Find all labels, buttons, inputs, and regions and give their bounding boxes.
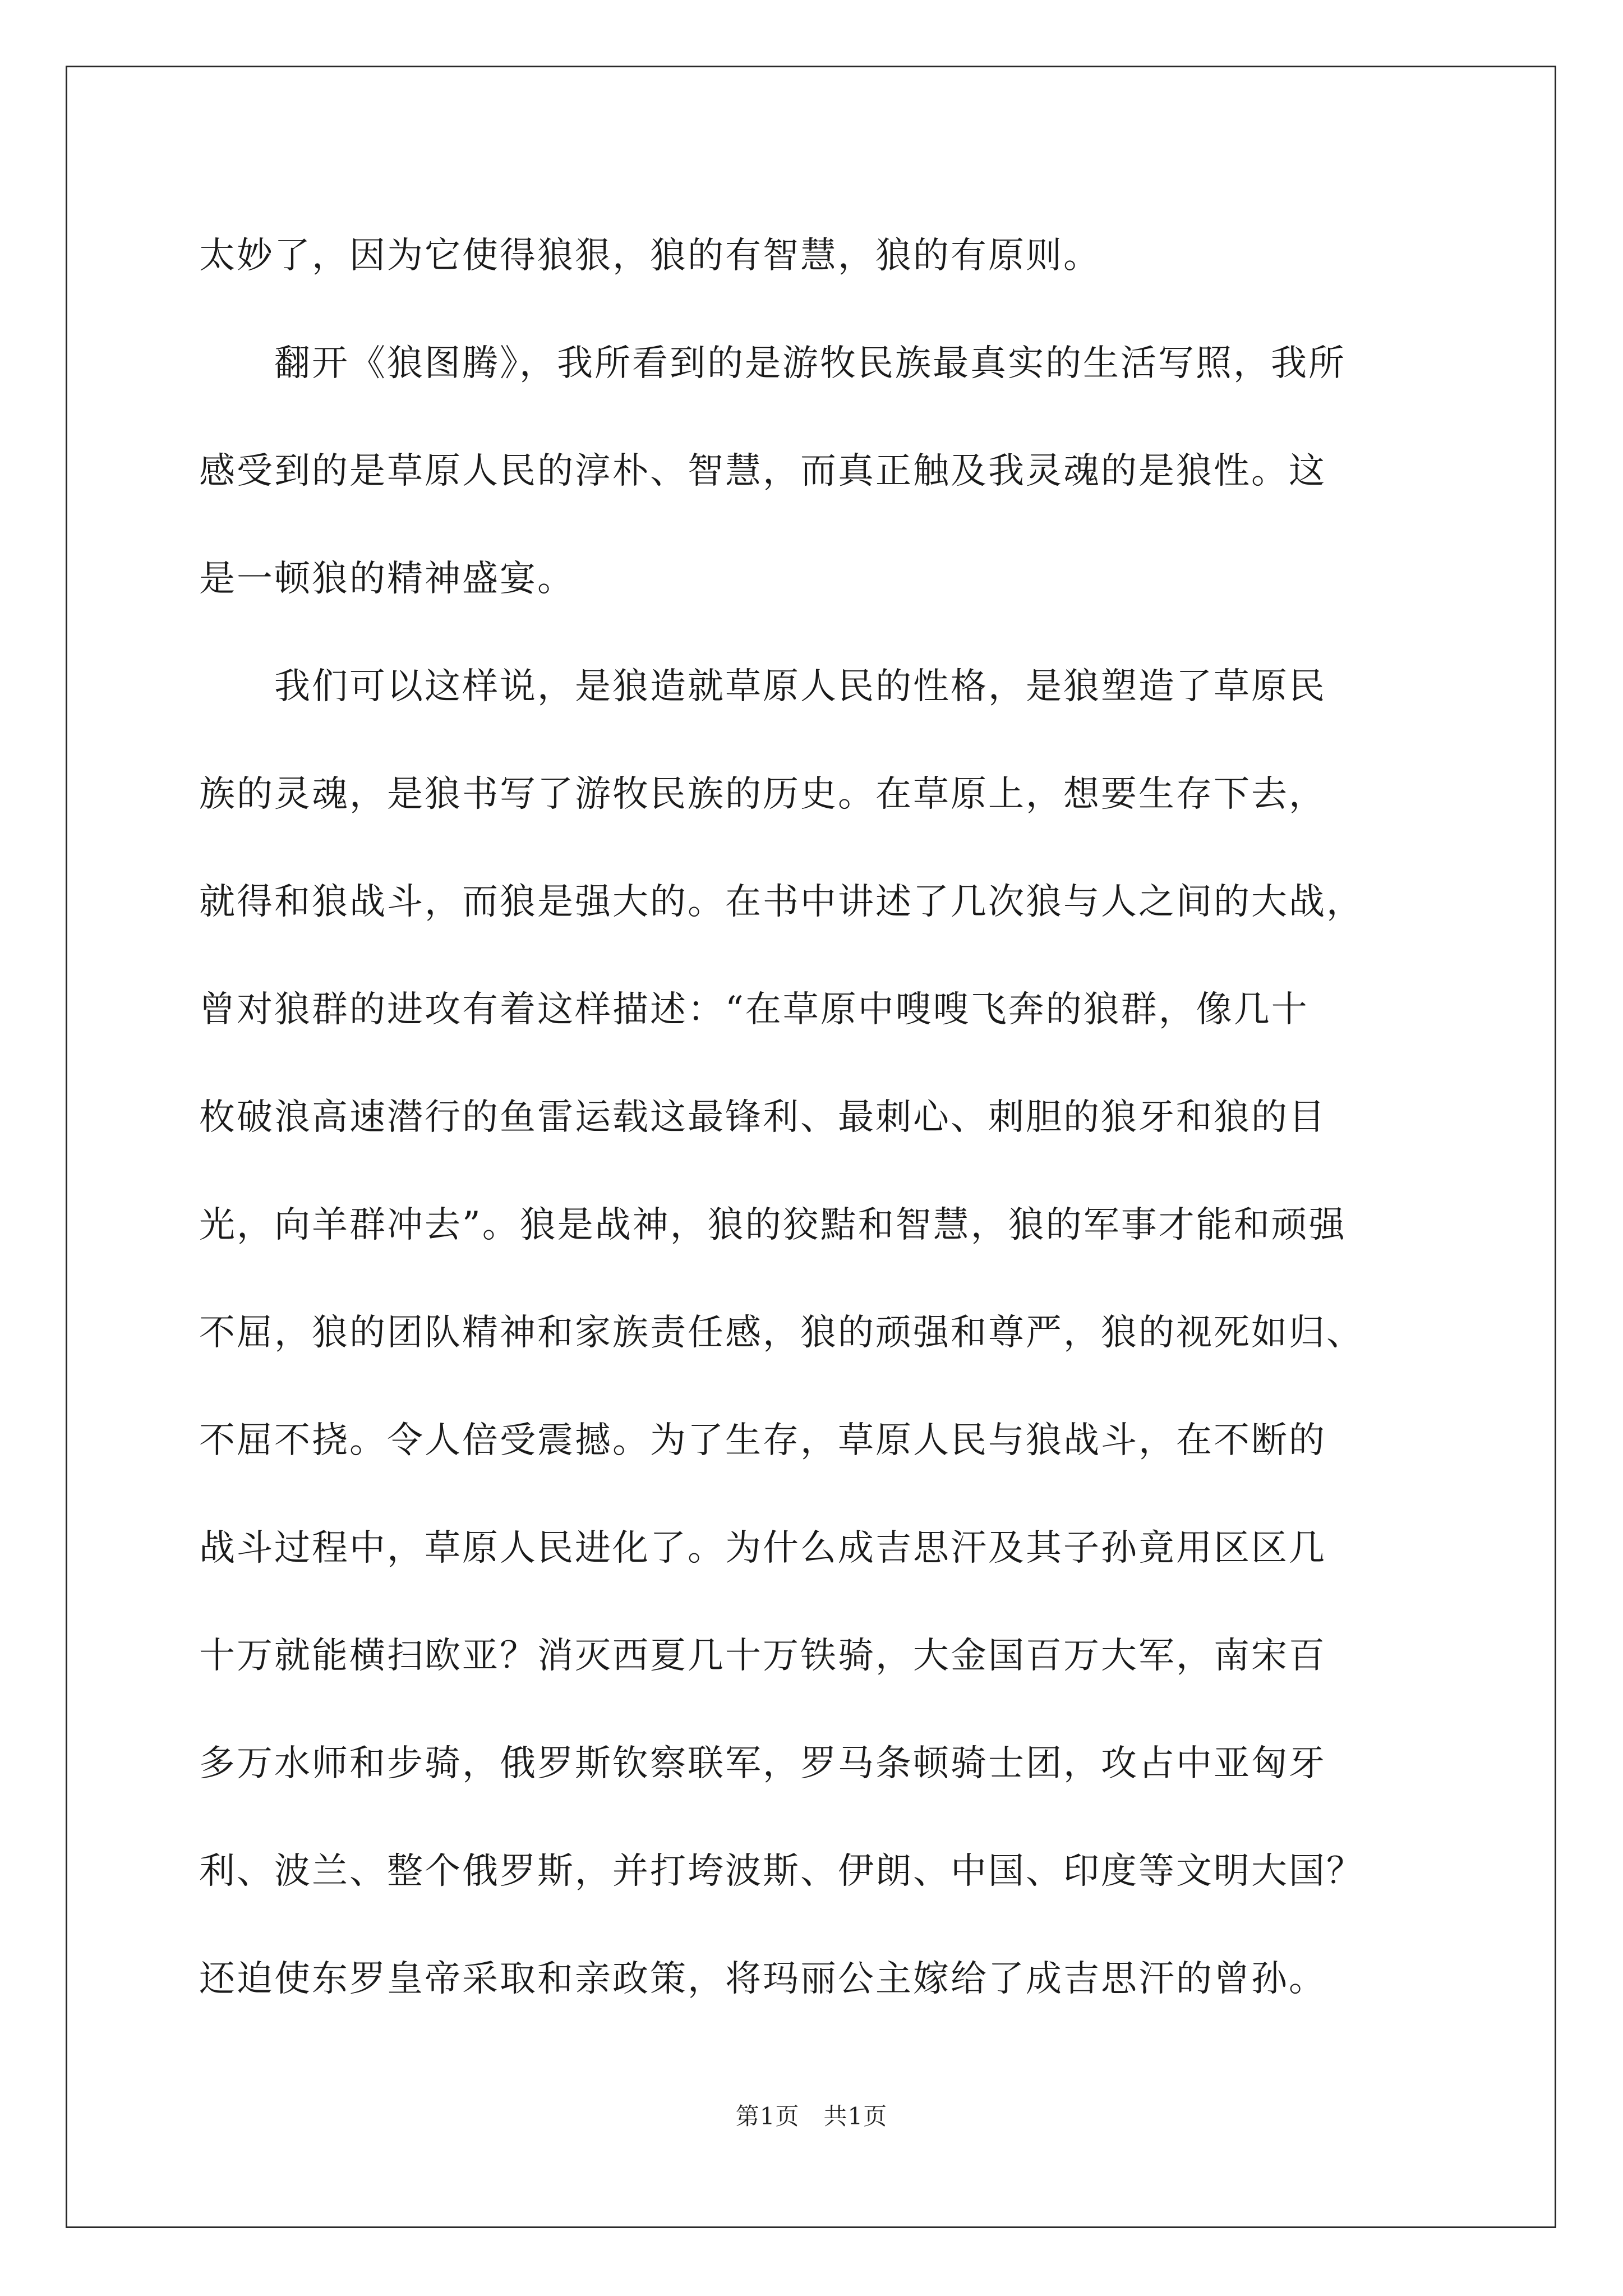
text-line: 族的灵魂，是狼书写了游牧民族的历史。在草原上，想要生存下去， (199, 774, 1326, 815)
document-body (199, 202, 1427, 2033)
text-line: 不屈，狼的团队精神和家族责任感，狼的顽强和尊严，狼的视死如归、 (199, 1312, 1364, 1354)
text-line: 多万水师和步骑，俄罗斯钦察联军，罗马条顿骑士团，攻占中亚匈牙 (199, 1743, 1326, 1784)
text-line: 枚破浪高速潜行的鱼雷运载这最锋利、最刺心、刺胆的狼牙和狼的目 (199, 1097, 1326, 1138)
text-line: 光，向羊群冲去”。狼是战神，狼的狡黠和智慧，狼的军事才能和顽强 (199, 1204, 1347, 1246)
text-line: 我们可以这样说，是狼造就草原人民的性格，是狼塑造了草原民 (199, 666, 1326, 707)
text-line: 不屈不挠。令人倍受震撼。为了生存，草原人民与狼战斗，在不断的 (199, 1420, 1326, 1461)
text-line: 曾对狼群的进攻有着这样描述：“在草原中嗖嗖飞奔的狼群，像几十 (199, 989, 1309, 1030)
text-line: 十万就能横扫欧亚？消灭西夏几十万铁骑，大金国百万大军，南宋百 (199, 1635, 1326, 1677)
text-line: 是一顿狼的精神盛宴。 (199, 558, 575, 600)
text-line: 利、波兰、整个俄罗斯，并打垮波斯、伊朗、中国、印度等文明大国？ (199, 1851, 1364, 1892)
text-line: 就得和狼战斗，而狼是强大的。在书中讲述了几次狼与人之间的大战， (199, 881, 1364, 923)
text-line: 还迫使东罗皇帝采取和亲政策，将玛丽公主嫁给了成吉思汗的曾孙。 (199, 1958, 1326, 2000)
text-line: 感受到的是草原人民的淳朴、智慧，而真正触及我灵魂的是狼性。这 (199, 450, 1326, 492)
text-line: 翻开《狼图腾》，我所看到的是游牧民族最真实的生活写照，我所 (199, 343, 1346, 384)
page-number-footer: 第1页 共1页 (735, 2102, 888, 2130)
text-line: 战斗过程中，草原人民进化了。为什么成吉思汗及其子孙竟用区区几 (199, 1527, 1326, 1569)
text-line: 太妙了，因为它使得狼狠，狼的有智慧，狼的有原则。 (199, 235, 1101, 277)
